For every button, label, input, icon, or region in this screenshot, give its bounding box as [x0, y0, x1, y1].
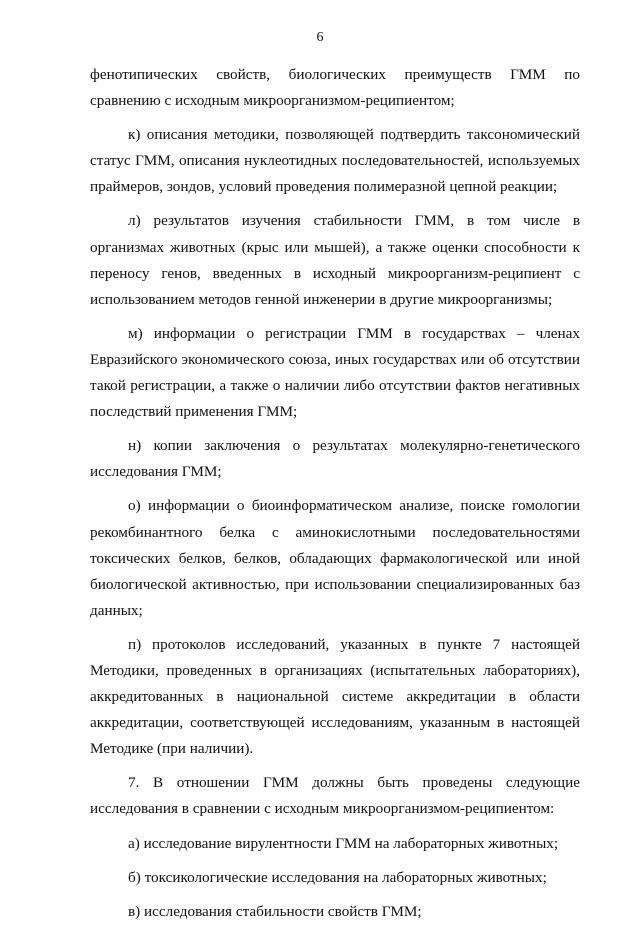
paragraph-item-b: б) токсикологические исследования на лабораторных животных;	[128, 868, 547, 886]
paragraph-item-v: в) исследования стабильности свойств ГММ;	[128, 902, 422, 920]
paragraph-item-p: п) протоколов исследований, указанных в пункте 7 настоящей Методики, проведенных в организациях (испытательных лабораториях), аккредитованных в национальной системе аккредитации в области аккредитации, соответствующей исследованиям, указанным в настоящей Методике (при наличии).	[90, 635, 580, 758]
document-body	[90, 62, 580, 925]
paragraph-item-a: а) исследование вирулентности ГММ на лабораторных животных;	[128, 834, 559, 852]
paragraph-item-l: л) результатов изучения стабильности ГММ, в том числе в организмах животных (крыс или мышей), а также оценки способности к переносу генов, введенных в исходный микроорганизм-реципиент с использованием методов генной инженерии в другие микроорганизмы;	[90, 212, 580, 308]
paragraph-item-o: о) информации о биоинформатическом анализе, поиске гомологии рекомбинантного белка с аминокислотными последовательностями токсических белков, белков, обладающих фармакологической или иной биологической активностью, при использовании специализированных баз данных;	[90, 497, 580, 619]
paragraph-item-k: к) описания методики, позволяющей подтвердить таксономический статус ГММ, описания нуклеотидных последовательностей, используемых праймеров, зондов, условий проведения полимеразной цепной реакции;	[90, 126, 580, 196]
page-number: 6	[316, 30, 324, 45]
paragraph-item-n: н) копии заключения о результатах молекулярно-генетического исследования ГММ;	[90, 437, 580, 481]
paragraph-section-7: 7. В отношении ГММ должны быть проведены следующие исследования в сравнении с исходным микроорганизмом-реципиентом:	[90, 774, 580, 818]
paragraph-continuation: фенотипических свойств, биологических преимуществ ГММ по сравнению с исходным микроорганизмом-реципиентом;	[90, 66, 580, 110]
paragraph-item-m: м) информации о регистрации ГММ в государствах – членах Евразийского экономического союза, иных государствах или об отсутствии такой регистрации, а также о наличии либо отсутствии фактов негативных последствий применения ГММ;	[90, 324, 580, 421]
